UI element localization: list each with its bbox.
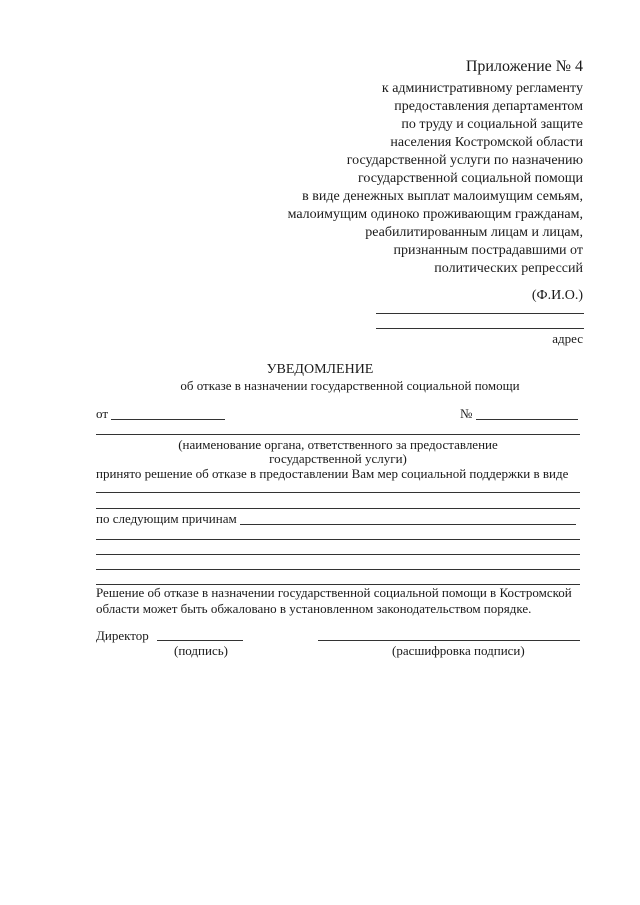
signature-caption: (подпись) <box>174 643 228 658</box>
reasons-field[interactable] <box>96 554 580 555</box>
reasons-field[interactable] <box>240 524 576 525</box>
appendix-title: Приложение № 4 <box>465 58 583 75</box>
fio-line <box>376 313 584 314</box>
number-label: № <box>460 406 473 421</box>
notice-subtitle: об отказе в назначении государственной социальной помощи <box>180 378 520 393</box>
reasons-field[interactable] <box>96 539 580 540</box>
number-field[interactable] <box>476 419 578 420</box>
header-line: политических репрессий <box>434 261 583 276</box>
support-type-field[interactable] <box>96 508 580 509</box>
header-line: в виде денежных выплат малоимущим семьям, <box>302 189 583 204</box>
org-caption-line2: государственной услуги) <box>269 451 407 466</box>
decoding-caption: (расшифровка подписи) <box>392 643 525 658</box>
reasons-field[interactable] <box>96 569 580 570</box>
reasons-label: по следующим причинам <box>96 511 237 526</box>
header-line: государственной услуги по назначению <box>346 153 583 168</box>
director-label: Директор <box>96 628 149 643</box>
signature-decoding-field[interactable] <box>318 640 580 641</box>
address-label: адрес <box>552 331 583 346</box>
header-line: предоставления департаментом <box>394 99 583 114</box>
header-line: населения Костромской области <box>390 135 583 150</box>
notice-title: УВЕДОМЛЕНИЕ <box>266 362 374 377</box>
decision-text: принято решение об отказе в предоставлении Вам мер социальной поддержки в виде <box>96 466 569 481</box>
fio-label: (Ф.И.О.) <box>531 288 583 303</box>
date-field[interactable] <box>111 419 225 420</box>
support-type-field[interactable] <box>96 492 580 493</box>
header-line: реабилитированным лицам и лицам, <box>365 225 583 240</box>
appeal-text-line2: области может быть обжаловано в установленном законодательством порядке. <box>96 601 532 616</box>
org-caption-line1: (наименование органа, ответственного за предоставление <box>178 437 498 452</box>
header-line: государственной социальной помощи <box>357 171 583 186</box>
signature-field[interactable] <box>157 640 243 641</box>
organization-field[interactable] <box>96 434 580 435</box>
from-label: от <box>96 406 109 421</box>
header-line: по труду и социальной защите <box>401 117 583 132</box>
header-line: признанным пострадавшими от <box>393 243 583 258</box>
header-line: к административному регламенту <box>381 81 583 96</box>
header-line: малоимущим одиноко проживающим гражданам, <box>287 207 583 222</box>
appeal-text-line1: Решение об отказе в назначении государственной социальной помощи в Костромской <box>96 585 572 600</box>
address-line <box>376 328 584 329</box>
